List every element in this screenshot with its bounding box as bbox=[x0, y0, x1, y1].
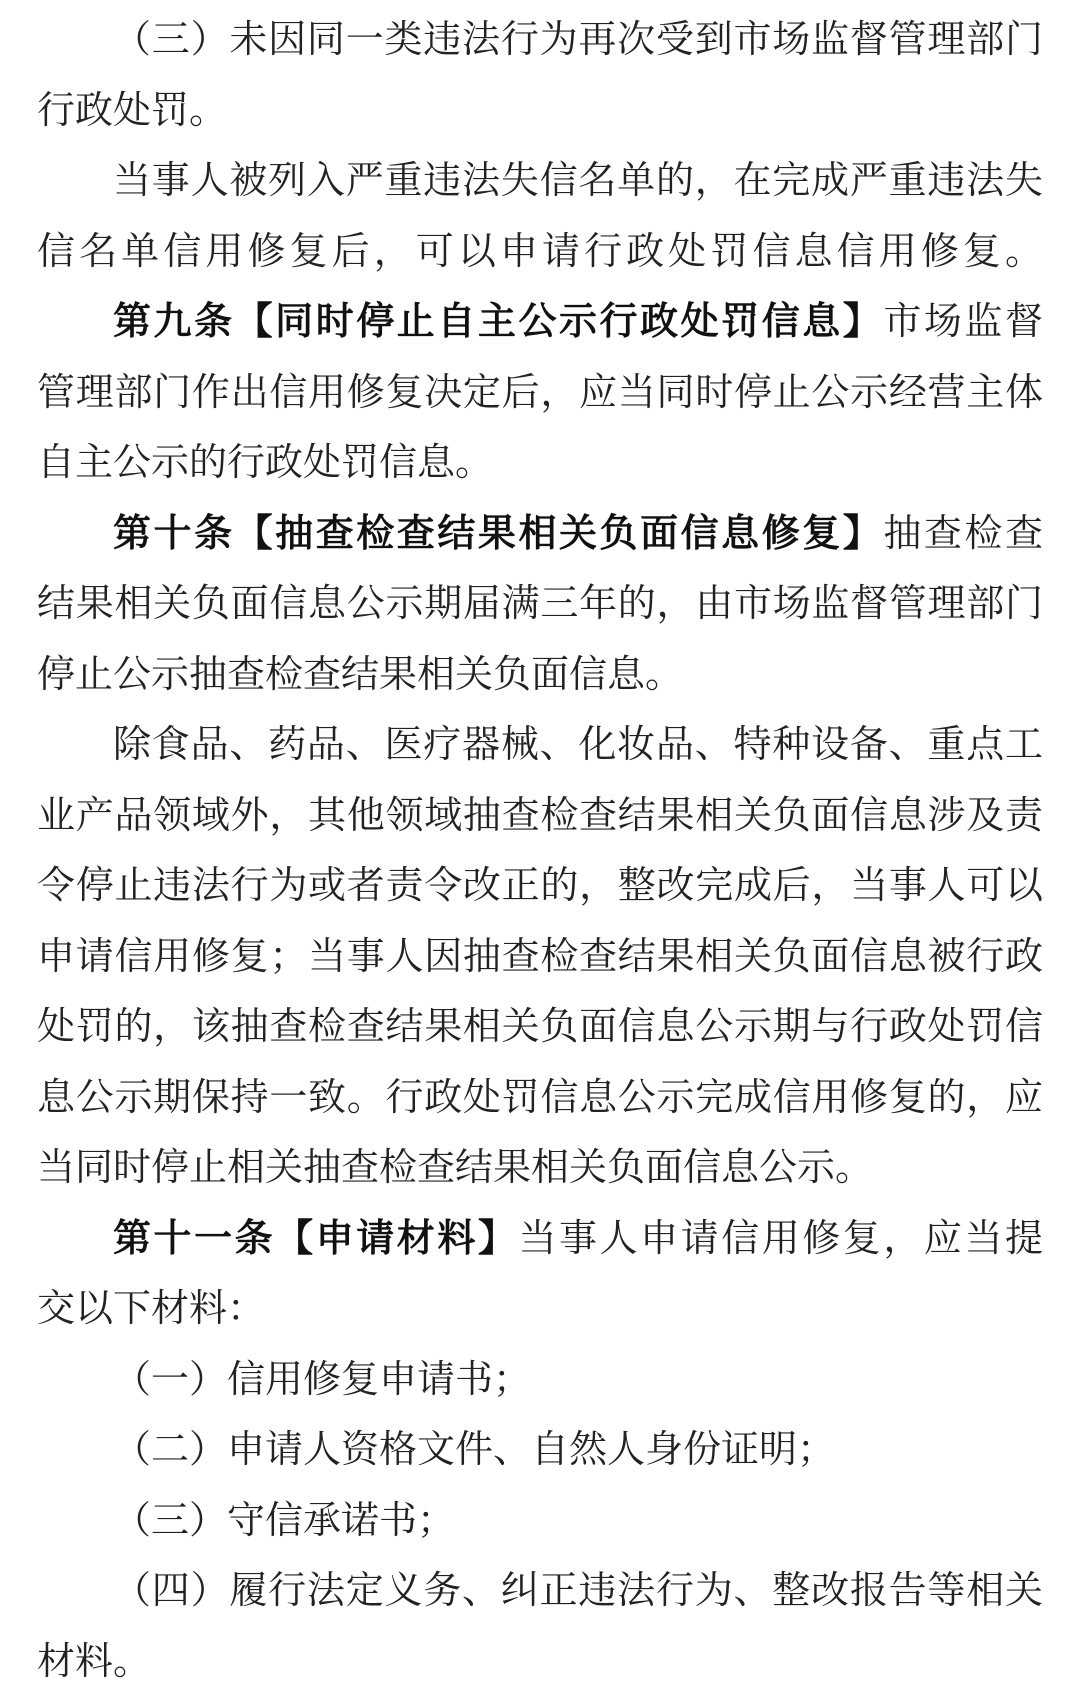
text-line: 结果相关负面信息公示期届满三年的，由市场监督管理部门 bbox=[37, 581, 1043, 625]
article-11-heading: 第十一条【申请材料】 bbox=[113, 1215, 519, 1260]
text-line: 信名单信用修复后，可以申请行政处罚信息信用修复。 bbox=[37, 228, 1043, 273]
text-line: 息公示期保持一致。行政处罚信息公示完成信用修复的，应 bbox=[37, 1074, 1043, 1119]
text-line: 当事人被列入严重违法失信名单的，在完成严重违法失 bbox=[113, 158, 1043, 202]
list-item: （四）履行法定义务、纠正违法行为、整改报告等相关 bbox=[113, 1568, 1043, 1612]
article-11-heading-line bbox=[37, 1203, 1043, 1274]
article-9-heading-line bbox=[37, 286, 1043, 357]
text-line: 行政处罚。 bbox=[37, 87, 228, 132]
list-item: （二）申请人资格文件、自然人身份证明； bbox=[113, 1427, 836, 1471]
text-line: 材料。 bbox=[37, 1638, 152, 1683]
text-line: 市场监督 bbox=[883, 299, 1043, 343]
text-line: 当事人申请信用修复，应当提 bbox=[518, 1215, 1043, 1260]
text-line: 交以下材料： bbox=[37, 1286, 266, 1330]
document-page bbox=[37, 4, 1043, 1694]
text-line: 自主公示的行政处罚信息。 bbox=[37, 440, 494, 484]
text-line: 申请信用修复；当事人因抽查检查结果相关负面信息被行政 bbox=[37, 933, 1043, 978]
text-line: 抽查检查 bbox=[883, 510, 1043, 555]
text-line: 令停止违法行为或者责令改正的，整改完成后，当事人可以 bbox=[37, 863, 1043, 907]
text-line: 管理部门作出信用修复决定后，应当同时停止公示经营主体 bbox=[37, 369, 1043, 414]
text-line: 除食品、药品、医疗器械、化妆品、特种设备、重点工 bbox=[113, 722, 1043, 766]
text-line: 停止公示抽查检查结果相关负面信息。 bbox=[37, 651, 684, 696]
article-10-heading-line bbox=[37, 498, 1043, 569]
article-10-heading: 第十条【抽查检查结果相关负面信息修复】 bbox=[113, 510, 884, 555]
text-line: （三）未因同一类违法行为再次受到市场监督管理部门 bbox=[113, 17, 1043, 61]
text-line: 当同时停止相关抽查检查结果相关负面信息公示。 bbox=[37, 1145, 874, 1189]
list-item: （三）守信承诺书； bbox=[113, 1497, 456, 1542]
text-line: 业产品领域外，其他领域抽查检查结果相关负面信息涉及责 bbox=[37, 792, 1043, 837]
article-9-heading: 第九条【同时停止自主公示行政处罚信息】 bbox=[113, 299, 884, 343]
list-item: （一）信用修复申请书； bbox=[113, 1356, 532, 1401]
text-line: 处罚的，该抽查检查结果相关负面信息公示期与行政处罚信 bbox=[37, 1004, 1043, 1048]
